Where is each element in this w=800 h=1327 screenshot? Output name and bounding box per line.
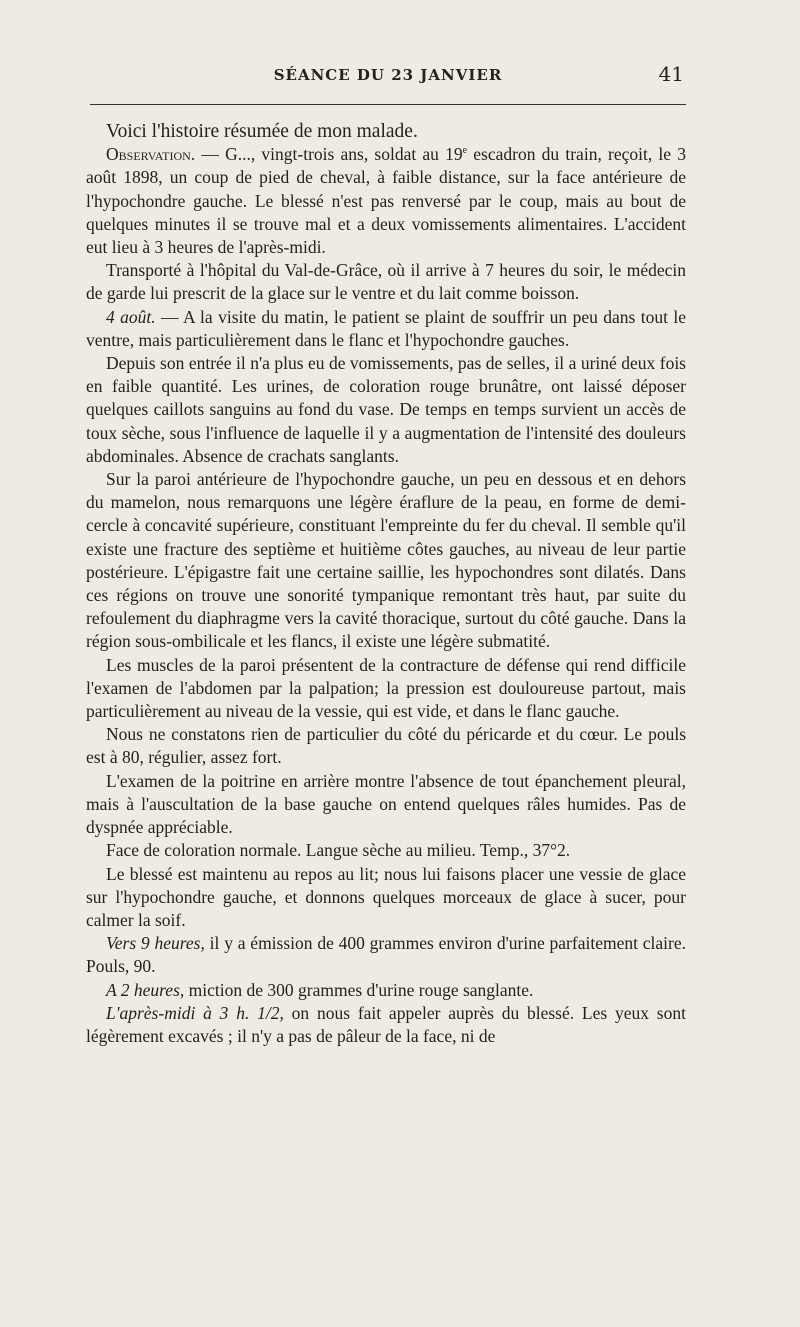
superscript: e: [462, 145, 468, 157]
observation-label: Observation.: [106, 144, 196, 165]
paragraph-text: miction de 300 grammes d'urine rouge sanglante.: [184, 979, 534, 1000]
paragraph: L'examen de la poitrine en arrière montre l'absence de tout épanchement pleural, mais à l'auscultation de la base gauche on entend quelques râles humides. Pas de dyspnée appréciable.: [86, 770, 686, 838]
paragraph-timed: [86, 1002, 686, 1048]
running-header: [90, 62, 686, 92]
paragraph-text: — A la visite du matin, le patient se plaint de souffrir un peu dans tout le ventre, mais particulièrement dans le flanc et l'hypochondre gauches.: [86, 306, 686, 350]
paragraph-observation: [86, 143, 686, 259]
paragraph: Depuis son entrée il n'a plus eu de vomissements, pas de selles, il a uriné deux fois en faible quantité. Les urines, de coloration rouge brunâtre, ont laissé déposer quelques caillots sanguins au fond du vase. De temps en temps survient un accès de toux sèche, sous l'influence de laquelle il y a augmentation de l'intensité des douleurs abdominales. Absence de crachats sanglants.: [86, 353, 686, 466]
time-label: Vers 9 heures,: [106, 933, 205, 954]
time-label: A 2 heures,: [106, 979, 185, 1000]
paragraph-dated: [86, 306, 686, 352]
document-body: [86, 120, 686, 1048]
paragraph-text: — G..., vingt-trois ans, soldat au 19: [195, 144, 463, 165]
date-label: 4 août.: [106, 306, 156, 327]
intro-line: Voici l'histoire résumée de mon malade.: [106, 121, 418, 142]
paragraph: Sur la paroi antérieure de l'hypochondre gauche, un peu en dessous et en dehors du mamelon, nous remarquons une légère éraflure de la peau, en forme de demi-cercle à concavité supérieure, constituant l'empreinte du fer du cheval. Il semble qu'il existe une fracture des septième et huitième côtes gauches, au niveau de leur partie postérieure. L'épigastre fait une certaine saillie, les hypochondres sont dilatés. Dans ces régions on trouve une sonorité tympanique remontant très haut, par suite du refoulement du diaphragme vers la cavité thoracique, surtout du côté gauche. Dans la région sous-ombilicale et les flancs, il existe une légère submatité.: [86, 469, 686, 652]
paragraph: Transporté à l'hôpital du Val-de-Grâce, où il arrive à 7 heures du soir, le médecin de garde lui prescrit de la glace sur le ventre et du lait comme boisson.: [86, 260, 686, 304]
paragraph-timed: [86, 979, 686, 1002]
paragraph: Le blessé est maintenu au repos au lit; nous lui faisons placer une vessie de glace sur l'hypochondre gauche, et donnons quelques morceaux de glace à sucer, pour calmer la soif.: [86, 863, 686, 930]
page-number: 41: [658, 62, 684, 86]
paragraph: Face de coloration normale. Langue sèche au milieu. Temp., 37°2.: [106, 840, 571, 861]
paragraph: Nous ne constatons rien de particulier du côté du péricarde et du cœur. Le pouls est à 80, régulier, assez fort.: [86, 724, 686, 768]
paragraph: Les muscles de la paroi présentent de la contracture de défense qui rend difficile l'examen de l'abdomen par la palpation; la pression est douloureuse partout, mais particulièrement au niveau de la vessie, qui est vide, et dans le flanc gauche.: [86, 654, 686, 722]
paragraph-text: on nous fait appeler auprès du blessé. Les yeux sont légèrement excavés ; il n'y a pas de pâleur de la face, ni de: [86, 1002, 686, 1046]
paragraph-timed: [86, 932, 686, 978]
paragraph-text: il y a émission de 400 grammes environ d'urine parfaitement claire. Pouls, 90.: [86, 933, 686, 977]
time-label: L'après-midi à 3 h. 1/2,: [106, 1002, 284, 1023]
paragraph-text: escadron du train, reçoit, le 3 août 1898, un coup de pied de cheval, à faible distance, sur la face antérieure de l'hypochondre gauche. Le blessé n'est pas renversé par le coup, mais au bout de quelques minutes il se trouve mal et a deux vomissements alimentaires. L'accident eut lieu à 3 heures de l'après-midi.: [86, 144, 686, 258]
header-title: SÉANCE DU 23 JANVIER: [273, 66, 503, 84]
header-rule: [90, 104, 686, 105]
